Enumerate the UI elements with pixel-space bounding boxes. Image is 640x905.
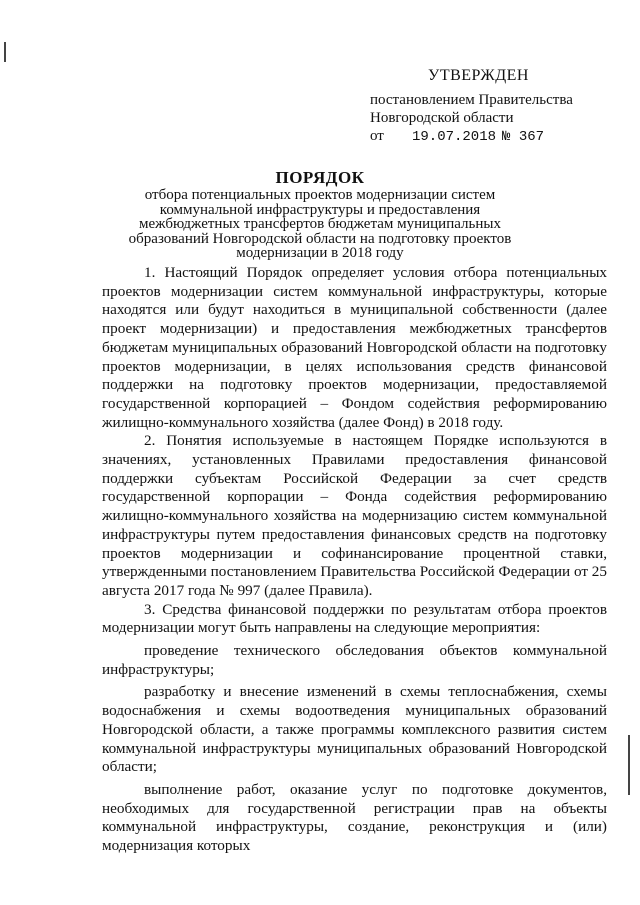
- document-title: ПОРЯДОК: [275, 168, 365, 187]
- paragraph-2: 2. Понятия используемые в настоящем Порядке используются в значениях, установленных Правилами предоставления финансовой поддержки субъектам Российской Федерации за счет средств государственной корпорации – Фонда содействия реформированию жилищно-коммунального хозяйства на модернизацию систем коммунальной инфраструктуры путем предоставления финансовых средств на подготовку проектов модернизации и софинансирование процентной ставки, утвержденными постановлением Правительства Российской Федерации от 25 августа 2017 года № 997 (далее Правила).: [102, 432, 607, 599]
- approval-title: УТВЕРЖДЕН: [428, 67, 529, 84]
- list-item-schemes: разработку и внесение изменений в схемы теплоснабжения, схемы водоснабжения и схемы водоотведения муниципальных образований Новгородской области, а также программы комплексного развития систем коммунальной инфраструктуры муниципальных образований Новгородской области;: [102, 683, 607, 776]
- approval-date: 19.07.2018: [412, 129, 497, 145]
- approval-number: № 367: [502, 129, 545, 145]
- paragraph-3: 3. Средства финансовой поддержки по результатам отбора проектов модернизации могут быть направлены на следующие мероприятия:: [102, 600, 607, 637]
- document-subtitle: отбора потенциальных проектов модернизации систем коммунальной инфраструктуры и предоставления межбюджетных трансфертов бюджетам муниципальных образований Новгородской области на подготовку проектов модернизации в 2018 году: [128, 187, 512, 261]
- approval-line-2: Новгородской области: [370, 110, 514, 126]
- list-item-inspection: проведение технического обследования объектов коммунальной инфраструктуры;: [102, 642, 607, 678]
- approval-date-line: [370, 128, 544, 145]
- list-item-registration: выполнение работ, оказание услуг по подготовке документов, необходимых для государственной регистрации прав на объекты коммунальной инфраструктуры, создание, реконструкция и (или) модернизация которых: [102, 780, 607, 855]
- scan-artifact-right: [628, 735, 630, 795]
- approval-line-1: постановлением Правительства: [370, 92, 573, 108]
- scan-artifact-left: [4, 42, 6, 62]
- approval-from-label: от: [370, 128, 384, 144]
- document-body: [102, 264, 607, 856]
- paragraph-1: 1. Настоящий Порядок определяет условия отбора потенциальных проектов модернизации систем коммунальной инфраструктуры, которые находятся или будут находиться в муниципальной собственности (далее проект модернизации) и предоставления межбюджетных трансфертов бюджетам муниципальных образований Новгородской области на подготовку проектов модернизации, в целях использования средств финансовой поддержки на подготовку проектов модернизации, предоставляемой государственной корпорацией – Фондом содействия реформированию жилищно-коммунального хозяйства (далее Фонд) в 2018 году.: [102, 264, 607, 431]
